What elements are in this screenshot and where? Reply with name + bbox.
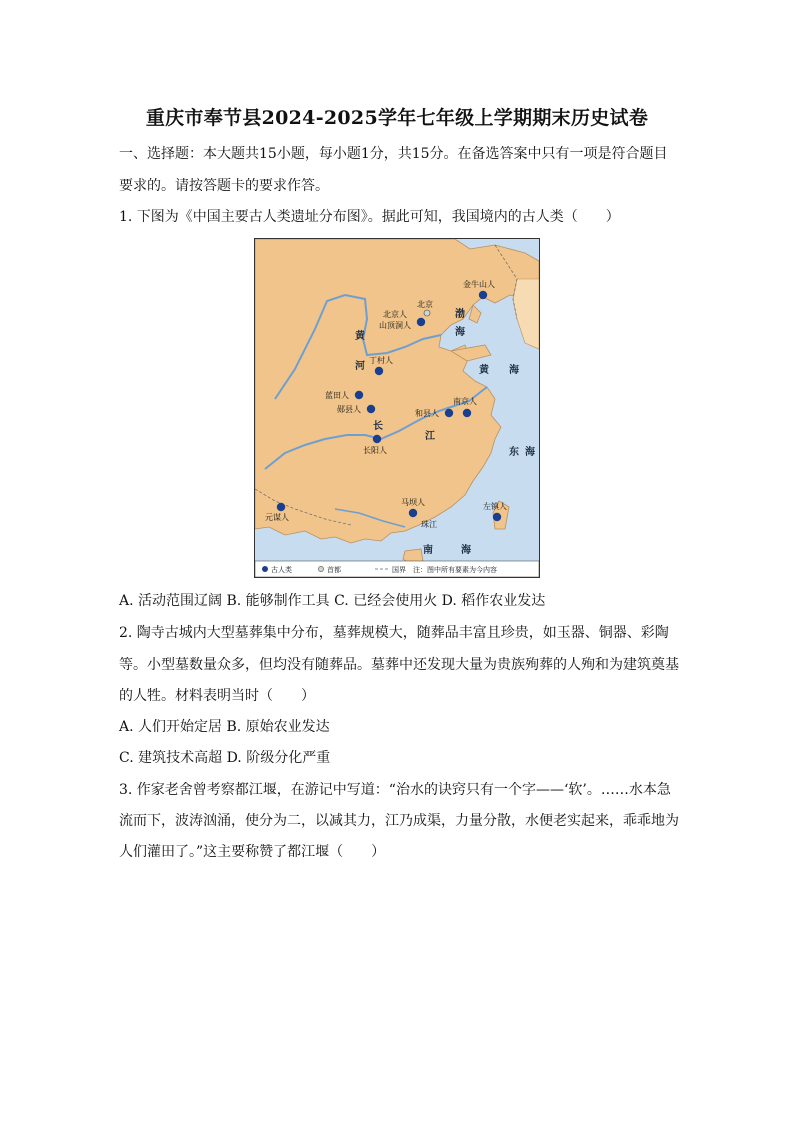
question-2-line-2: 等。小型墓数量众多，但均没有随葬品。墓葬中还发现大量为贵族殉葬的人殉和为建筑奠基 [119, 657, 679, 673]
yellow-river-label-2: 河 [355, 361, 365, 372]
pearl-river-label: 珠江 [421, 520, 437, 529]
site-marker [367, 405, 375, 413]
question-2-options-1: A. 人们开始定居 B. 原始农业发达 [119, 719, 330, 735]
site-marker [479, 291, 487, 299]
site-label: 长阳人 [363, 446, 387, 455]
site-label: 北京人 [383, 310, 407, 319]
legend-capital-icon [318, 566, 323, 571]
yangtze-label-1: 长 [373, 421, 383, 432]
question-3-line-3: 人们灌田了。”这主要称赞了都江堰（ ） [119, 844, 386, 860]
site-label: 南京人 [453, 397, 477, 406]
legend-note: 注：图中所有要素为今内容 [413, 566, 497, 574]
legend-site-icon [262, 566, 268, 572]
capital-label: 北京 [417, 300, 433, 309]
question-3-line-2: 流而下，波涛汹涌，使分为二，以减其力，江乃成渠，力量分散，水便老实起来，乖乖地为 [119, 813, 679, 829]
site-label: 山顶洞人 [379, 321, 411, 330]
section-instructions-line-2: 要求的。请按答题卡的要求作答。 [119, 178, 329, 194]
question-1-options: A. 活动范围辽阔 B. 能够制作工具 C. 已经会使用火 D. 稻作农业发达 [119, 593, 546, 609]
south-sea-label-2: 海 [461, 545, 471, 556]
question-2-line-1: 2. 陶寺古城内大型墓葬集中分布，墓葬规模大，随葬品丰富且珍贵，如玉器、铜器、彩陶 [119, 625, 669, 641]
yellow-sea-label-2: 海 [509, 365, 519, 376]
site-marker [445, 409, 453, 417]
legend-capital-label: 首都 [327, 566, 341, 574]
east-sea-label-2: 海 [525, 447, 535, 458]
site-label: 蓝田人 [325, 391, 349, 400]
site-label: 丁村人 [369, 356, 393, 365]
capital-marker [424, 310, 430, 316]
legend-border-label: 国界 [392, 566, 406, 574]
yangtze-label-2: 江 [425, 431, 435, 442]
site-marker [463, 409, 471, 417]
east-sea-label-1: 东 [509, 447, 519, 458]
site-label: 元谋人 [265, 513, 289, 522]
question-1-stem: 1. 下图为《中国主要古人类遗址分布图》。据此可知，我国境内的古人类（ ） [119, 209, 620, 225]
site-label: 金牛山人 [463, 280, 495, 289]
site-label: 郧县人 [337, 405, 361, 414]
question-2-options-2: C. 建筑技术高超 D. 阶级分化严重 [119, 750, 331, 766]
question-3-line-1: 3. 作家老舍曾考察都江堰，在游记中写道：“治水的诀窍只有一个字——‘软’。……水本急 [119, 782, 671, 798]
page-title: 重庆市奉节县2024-2025学年七年级上学期期末历史试卷 [145, 107, 649, 129]
site-label: 和县人 [415, 409, 439, 418]
site-marker [493, 513, 501, 521]
site-marker [373, 435, 381, 443]
ancient-human-sites-map [254, 238, 540, 578]
bohai-label-2: 海 [455, 327, 465, 338]
yellow-sea-label-1: 黄 [479, 365, 489, 376]
yellow-river-label-1: 黄 [355, 331, 365, 342]
site-label: 左镇人 [483, 502, 507, 511]
question-2-line-3: 的人牲。材料表明当时（ ） [119, 688, 315, 704]
site-marker [277, 503, 285, 511]
site-marker [409, 509, 417, 517]
section-instructions-line-1: 一、选择题：本大题共15小题，每小题1分，共15分。在备选答案中只有一项是符合题目 [119, 146, 668, 162]
site-marker [355, 391, 363, 399]
bohai-label-1: 渤 [455, 309, 465, 320]
south-sea-label-1: 南 [423, 545, 433, 556]
site-marker [375, 367, 383, 375]
site-label: 马坝人 [401, 498, 425, 507]
legend-site-label: 古人类 [271, 566, 292, 574]
site-marker [417, 318, 425, 326]
